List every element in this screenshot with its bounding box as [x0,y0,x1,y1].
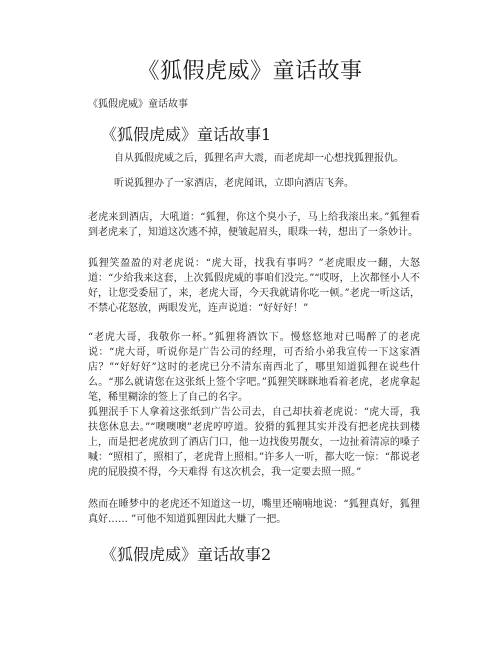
paragraph-4: 狐狸泯手下人拿着这张纸到广告公司去，自己却扶着老虎说：“虎大哥，我扶您休息去。”“噢噢噢”老虎哼哼道。狡猾的狐狸其实并没有把老虎扶到楼上，而是把老虎放到了酒店门口，他一边找俊男靓女，一边扯着清凉的嗓子喊：“照相了，照相了，老虎背上照相。”许多人一听，都大吃一惊：“都说老虎的屁股摸不得，今天难得 有这次机会，我一定要去照一照。” [88,407,420,478]
section-heading-1: 《狐假虎威》童话故事1 [101,125,272,144]
paragraph-5: 然而在睡梦中的老虎还不知道这一切，嘴里还喃喃地说：“狐狸真好，狐狸真好…… ”可他不知道狐狸因此大赚了一把。 [88,499,420,525]
intro-line-2: 听说狐狸办了一家酒店，老虎闻讯，立即向酒店飞奔。 [114,178,354,189]
document-subtitle: 《狐假虎威》童话故事 [88,99,188,110]
intro-line-1: 自从狐假虎威之后，狐狸名声大震，而老虎却一心想找狐狸报仇。 [114,153,404,164]
document-title: 《狐假虎威》童话故事 [137,59,363,84]
paragraph-1: 老虎来到酒店，大吼道：“狐狸，你这个臭小子，马上给我滚出来。”狐狸看到老虎来了，知道这次逃不掉，便皱起眉头，眼珠一转，想出了一条妙计。 [88,212,420,238]
section-heading-2: 《狐假虎威》童话故事2 [101,545,272,564]
paragraph-2: 狐狸笑盈盈的对老虎说：“虎大哥，找我有事吗？”老虎眼皮一翻，大怒道：“少给我来这套，上次狐假虎威的事咱们没完。”“哎呀，上次都怪小人不好，让您受委屈了，来，老虎大哥，今天我就请你吃一顿。”老虎一听这话，不禁心花怒放，两眼发光，连声说道：“好好好！” [88,258,420,314]
paragraph-3: “老虎大哥，我敬你一杯。”狐狸将酒饮下。慢悠悠地对已喝醉了的老虎说：“虎大哥，听说你是广告公司的经理，可否给小弟我宣传一下这家酒店？”“好好好”这时的老虎已分不清东南西北了，哪里知道狐狸在说些什么。“那么就请您在这张纸上签个字吧。”狐狸笑眯眯地看着老虎，老虎拿起笔，稀里糊涂的签上了自己的名字。 [88,332,420,403]
